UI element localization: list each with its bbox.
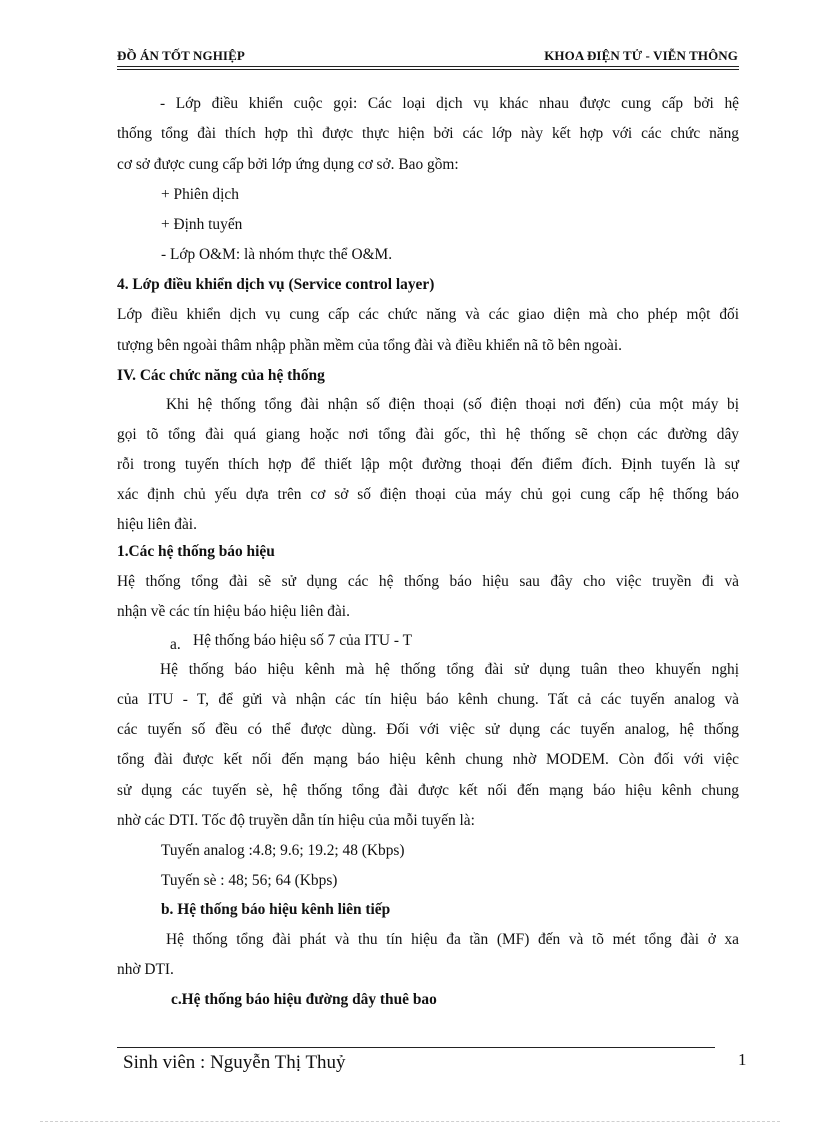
- rate-line: Tuyến analog :4.8; 9.6; 19.2; 48 (Kbps): [161, 842, 405, 859]
- page-header-left: ĐỒ ÁN TỐT NGHIỆP: [117, 48, 245, 63]
- body-line: Hệ thống báo hiệu kênh mà hệ thống tổng đài sử dụng tuân theo khuyến nghị: [160, 661, 739, 678]
- body-line: Khi hệ thống tổng đài nhận số điện thoại (số điện thoại nơi đến) của một máy bị: [166, 396, 739, 413]
- page-edge-divider: [40, 1121, 780, 1122]
- student-name: Sinh viên : Nguyễn Thị Thuỷ: [123, 1052, 346, 1073]
- rate-line: Tuyến sè : 48; 56; 64 (Kbps): [161, 872, 338, 889]
- header-rule: [117, 66, 739, 67]
- body-line: tượng bên ngoài thâm nhập phần mềm của tổng đài và điều khiển nã tõ bên ngoài.: [117, 337, 623, 354]
- subsection-title: c.Hệ thống báo hiệu đường dây thuê bao: [171, 991, 437, 1008]
- body-line: - Lớp điều khiển cuộc gọi: Các loại dịch vụ khác nhau được cung cấp bởi hệ: [160, 95, 739, 112]
- body-line: Lớp điều khiển dịch vụ cung cấp các chức năng và các giao diện mà cho phép một đối: [117, 306, 739, 323]
- subsection-title: b. Hệ thống báo hiệu kênh liên tiếp: [161, 901, 391, 918]
- subsection-title: Hệ thống báo hiệu số 7 của ITU - T: [193, 632, 412, 649]
- body-line: xác định chủ yếu dựa trên cơ sở số điện thoại của máy chủ gọi cung cấp hệ thống báo: [117, 486, 739, 503]
- header-rule-thin: [117, 69, 739, 70]
- body-line: thống tổng đài thích hợp thì được thực hiện bởi các lớp này kết hợp với các chức năng: [117, 125, 739, 142]
- body-line: cơ sở được cung cấp bởi lớp ứng dụng cơ sở. Bao gồm:: [117, 156, 459, 173]
- body-line: tổng đài được kết nối đến mạng báo hiệu kênh chung nhờ MODEM. Còn đối với việc: [117, 751, 739, 768]
- section-heading: IV. Các chức năng của hệ thống: [117, 367, 325, 384]
- body-line: Hệ thống tổng đài sẽ sử dụng các hệ thống báo hiệu sau đây cho việc truyền đi và: [117, 573, 739, 590]
- body-line: nhờ DTI.: [117, 961, 174, 978]
- body-line: nhờ các DTI. Tốc độ truyền dẫn tín hiệu của mỗi tuyến là:: [117, 812, 475, 829]
- body-line: sử dụng các tuyến sè, hệ thống tổng đài được kết nối đến mạng báo hiệu kênh chung: [117, 782, 739, 799]
- section-heading: 4. Lớp điều khiển dịch vụ (Service control layer): [117, 276, 435, 293]
- body-line: các tuyến số đều có thể được dùng. Đối với việc sử dụng các tuyến analog, hệ thống: [117, 721, 739, 738]
- body-line: nhận về các tín hiệu báo hiệu liên đài.: [117, 603, 350, 620]
- body-line: - Lớp O&M: là nhóm thực thể O&M.: [161, 246, 393, 263]
- body-line: của ITU - T, để gửi và nhận các tín hiệu báo kênh chung. Tất cả các tuyến analog và: [117, 691, 739, 708]
- body-line: Hệ thống tổng đài phát và thu tín hiệu đa tần (MF) đến và tõ mét tổng đài ở xa: [166, 931, 739, 948]
- list-item: + Phiên dịch: [161, 186, 239, 203]
- section-heading: 1.Các hệ thống báo hiệu: [117, 543, 275, 560]
- page-header-right: KHOA ĐIỆN TỬ - VIỄN THÔNG: [544, 48, 738, 63]
- body-line: gọi tõ tổng đài quá giang hoặc nơi tổng đài gốc, thì hệ thống sẽ chọn các đường dây: [117, 426, 739, 443]
- list-item: + Định tuyến: [161, 216, 243, 233]
- footer-rule: [117, 1047, 715, 1048]
- body-line: rỗi trong tuyến thích hợp để thiết lập một đường thoại đến điểm đích. Định tuyến là sự: [117, 456, 739, 473]
- page-number: 1: [738, 1050, 747, 1069]
- body-line: hiệu liên đài.: [117, 516, 197, 533]
- list-marker: a.: [170, 636, 181, 653]
